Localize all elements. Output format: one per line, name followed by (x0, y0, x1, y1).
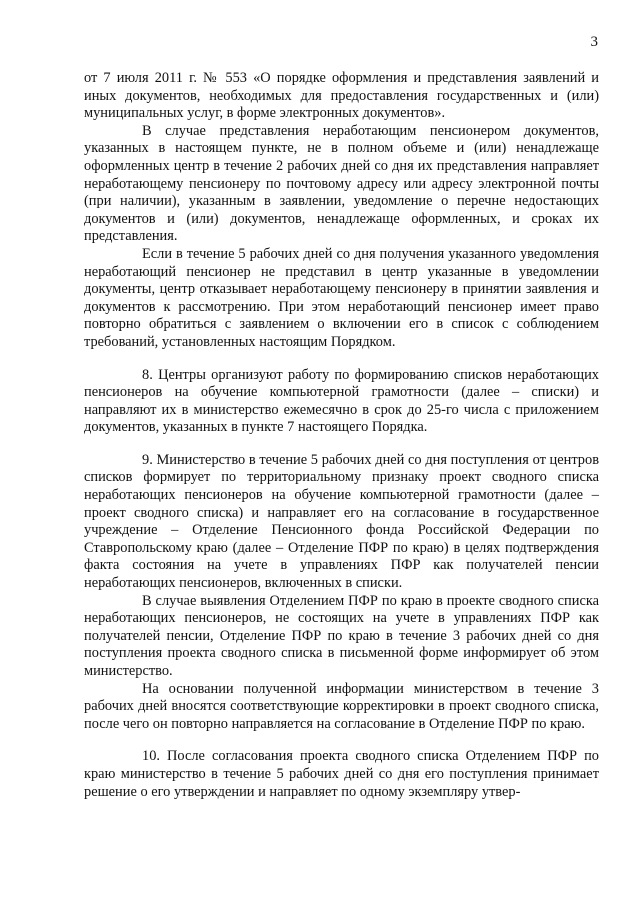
paragraph-item-10: 10. После согласования проекта сводного списка Отделением ПФР по краю министерство в течение 5 рабочих дней со дня его поступления принимает решение о его утверждении и направляет по одному экземпляру утвер- (84, 748, 599, 800)
paragraph-continuation: от 7 июля 2011 г. № 553 «О порядке оформления и представления заявлений и иных документов, необходимых для предоставления государственных и (или) муниципальных услуг, в форме электронных документов». (84, 70, 599, 122)
paragraph-incomplete-documents: В случае представления неработающим пенсионером документов, указанных в настоящем пункте, не в полном объеме и (или) ненадлежаще оформленных центр в течение 2 рабочих дней со дня их представления направляет неработающему пенсионеру по почтовому адресу или адресу электронной почты (при наличии), указанным в заявлении, уведомление о перечне недостающих документов и (или) документов, ненадлежаще оформленных, и сроках их представления. (84, 122, 599, 245)
page-number: 3 (590, 34, 598, 50)
document-body (84, 70, 599, 801)
paragraph-pfr-check: В случае выявления Отделением ПФР по краю в проекте сводного списка неработающих пенсионеров, не состоящих на учете в управлениях ПФР как получателей пенсии, Отделение ПФР по краю в течение 3 рабочих дней со дня поступления проекта сводного списка в письменной форме информирует об этом министерство. (84, 592, 599, 679)
paragraph-corrections: На основании полученной информации министерством в течение 3 рабочих дней вносятся соответствующие корректировки в проект сводного списка, после чего он повторно направляется на согласование в Отделение ПФР по краю. (84, 680, 599, 732)
paragraph-item-8: 8. Центры организуют работу по формированию списков неработающих пенсионеров на обучение компьютерной грамотности (далее – списки) и направляют их в министерство ежемесячно в срок до 25-го числа с приложением документов, указанных в пункте 7 настоящего Порядка. (84, 366, 599, 436)
paragraph-refusal: Если в течение 5 рабочих дней со дня получения указанного уведомления неработающий пенсионер не представил в центр указанные в уведомлении документы, центр отказывает неработающему пенсионеру в принятии заявления и документов к рассмотрению. При этом неработающий пенсионер имеет право повторно обратиться с заявлением о включении его в список с соблюдением требований, установленных настоящим Порядком. (84, 245, 599, 350)
paragraph-item-9: 9. Министерство в течение 5 рабочих дней со дня поступления от центров списков формирует по территориальному признаку проект сводного списка неработающих пенсионеров на обучение компьютерной грамотности (далее – проект сводного списка) и направляет его на согласование в государственное учреждение – Отделение Пенсионного фонда Российской Федерации по Ставропольскому краю (далее – Отделение ПФР по краю) в целях подтверждения факта состояния на учете в управлениях ПФР как получателей пенсии неработающих пенсионеров, включенных в списки. (84, 451, 599, 592)
